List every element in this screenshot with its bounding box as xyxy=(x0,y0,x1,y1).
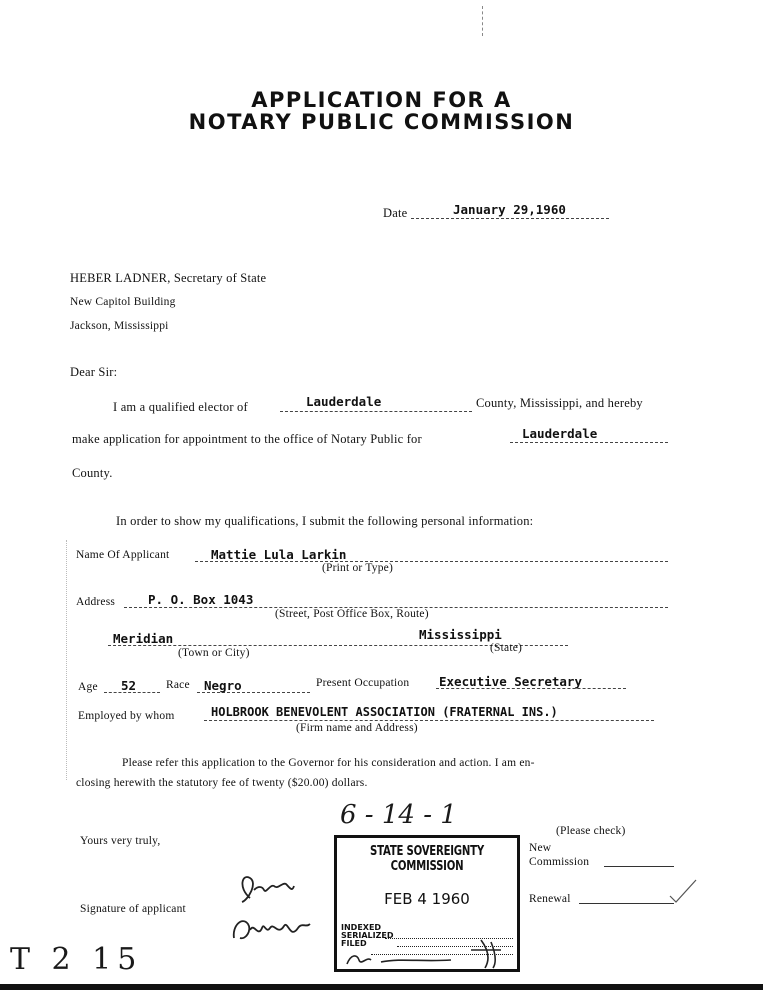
scan-mark-left xyxy=(66,540,68,780)
para3-line-2: closing herewith the statutory fee of twenty ($20.00) dollars. xyxy=(76,777,368,789)
name-value: Mattie Lula Larkin xyxy=(211,547,347,562)
check-renewal-line xyxy=(579,903,674,904)
county2-line xyxy=(510,442,668,443)
date-value: January 29,1960 xyxy=(453,202,566,217)
applicant-signature xyxy=(228,868,318,950)
closing-yours: Yours very truly, xyxy=(80,835,161,847)
addressee-line-2: New Capitol Building xyxy=(70,296,176,308)
occupation-value: Executive Secretary xyxy=(439,674,582,689)
title-line-1: APPLICATION FOR A xyxy=(251,88,512,112)
date-label: Date xyxy=(383,206,408,220)
address-label: Address xyxy=(76,596,116,608)
stamp-date: FEB 4 1960 xyxy=(384,890,470,908)
occupation-label: Present Occupation xyxy=(316,677,410,689)
county1-line xyxy=(280,411,472,412)
para3-line-1: Please refer this application to the Governor for his consideration and action. I am en- xyxy=(122,757,535,769)
check-header: (Please check) xyxy=(556,825,626,837)
county2-value: Lauderdale xyxy=(522,426,598,441)
address-value: P. O. Box 1043 xyxy=(148,592,254,607)
scan-mark-top xyxy=(482,6,484,36)
check-new-line xyxy=(604,866,674,867)
name-hint: (Print or Type) xyxy=(322,562,393,574)
county1-value: Lauderdale xyxy=(306,394,382,409)
employer-label: Employed by whom xyxy=(78,710,175,722)
address-hint: (Street, Post Office Box, Route) xyxy=(275,608,429,620)
title-line-2: NOTARY PUBLIC COMMISSION xyxy=(188,110,575,134)
paragraph-2: In order to show my qualifications, I submit the following personal information: xyxy=(116,514,534,528)
age-label: Age xyxy=(78,681,98,693)
state-hint: (State) xyxy=(490,642,523,654)
stamp-row-serialized: SERIALIZED xyxy=(341,931,394,940)
para1-part3: make application for appointment to the office of Notary Public for xyxy=(72,432,422,446)
stamp-initials xyxy=(341,936,517,970)
state-value: Mississippi xyxy=(419,627,502,642)
addressee-line-1: HEBER LADNER, Secretary of State xyxy=(70,271,267,285)
stamp-row-filed: FILED xyxy=(341,939,367,948)
renewal-check-mark xyxy=(668,876,698,906)
margin-note-handwritten: T 2 15 xyxy=(10,942,143,977)
employer-hint: (Firm name and Address) xyxy=(296,722,418,734)
race-label: Race xyxy=(166,679,190,691)
para1-part2: County, Mississippi, and hereby xyxy=(476,396,643,410)
signature-label: Signature of applicant xyxy=(80,903,186,915)
check-renewal-label: Renewal xyxy=(529,893,571,905)
employer-line xyxy=(204,720,654,721)
stamp-row-indexed: INDEXED xyxy=(341,923,382,932)
file-number-handwritten: 6 - 14 - 1 xyxy=(340,800,457,830)
race-value: Negro xyxy=(204,678,242,693)
name-label: Name Of Applicant xyxy=(76,549,170,561)
employer-value: HOLBROOK BENEVOLENT ASSOCIATION (FRATERNAL INS.) xyxy=(211,705,558,719)
para1-part1: I am a qualified elector of xyxy=(113,400,248,414)
bottom-edge-bar xyxy=(0,984,763,990)
check-new-label-1: New xyxy=(529,842,552,854)
addressee-line-3: Jackson, Mississippi xyxy=(70,320,169,332)
stamp-heading: STATE SOVEREIGNTY COMMISSION xyxy=(370,844,484,874)
date-line xyxy=(411,218,609,219)
salutation: Dear Sir: xyxy=(70,365,118,379)
age-value: 52 xyxy=(121,678,137,693)
city-value: Meridian xyxy=(113,631,174,646)
city-hint: (Town or City) xyxy=(178,647,250,659)
check-new-label-2: Commission xyxy=(529,856,590,868)
sovereignty-commission-stamp xyxy=(334,835,520,972)
para1-part4: County. xyxy=(72,466,113,480)
